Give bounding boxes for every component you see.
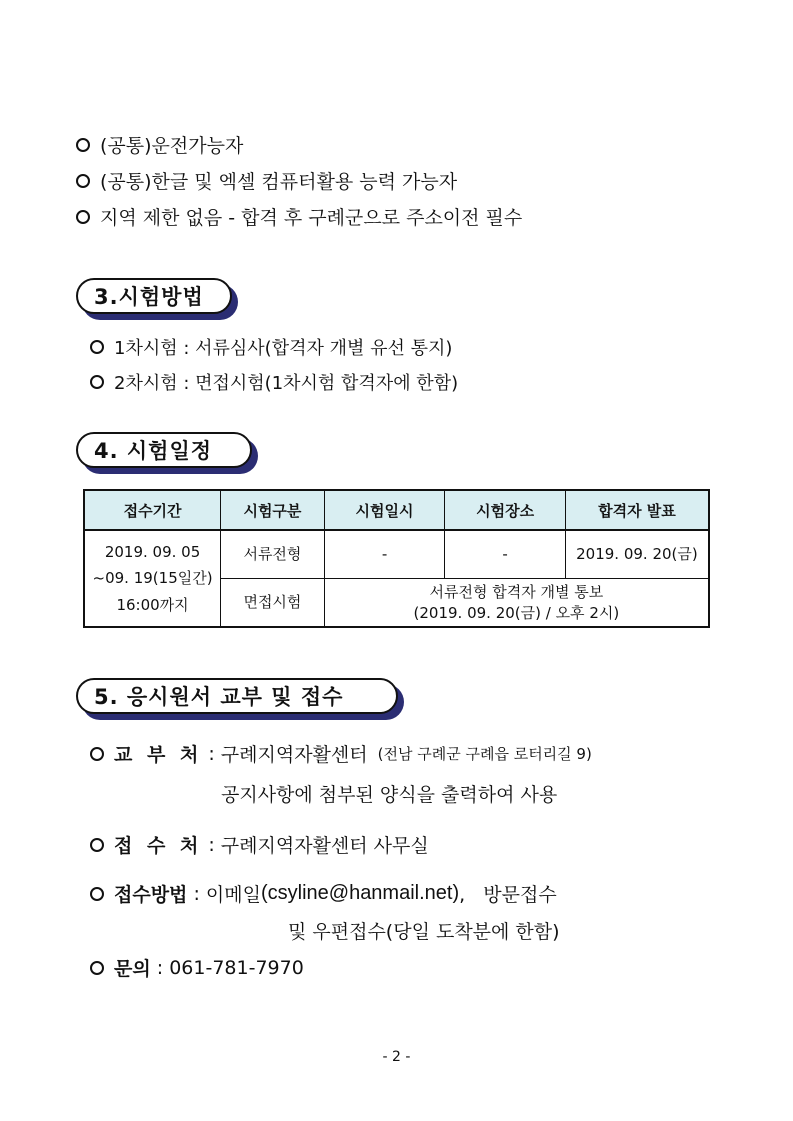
circle-bullet-icon bbox=[90, 340, 104, 354]
table-header-row bbox=[84, 490, 709, 530]
interview-note-cell bbox=[324, 579, 709, 628]
receive-label: 접 수 처 bbox=[114, 835, 203, 857]
contact-phone[interactable]: 061-781-7970 bbox=[169, 956, 304, 979]
exam-datetime-cell: - bbox=[324, 530, 445, 579]
exam-type-cell: 면접시험 bbox=[221, 579, 325, 628]
issue-place-item bbox=[90, 740, 592, 767]
method-suffix: , 방문접수 bbox=[459, 884, 557, 906]
issue-label: 교 부 처 bbox=[114, 744, 203, 766]
method-prefix: 이메일 bbox=[205, 884, 261, 906]
header-cell: 합격자 발표 bbox=[565, 490, 709, 530]
issue-address: (전남 구례군 구례읍 로터리길 9) bbox=[377, 745, 592, 763]
receive-value: 구례지역자활센터 사무실 bbox=[220, 835, 429, 857]
issue-value: 구례지역자활센터 bbox=[220, 744, 368, 766]
bullet-text: (공통)운전가능자 bbox=[100, 135, 244, 157]
section-5-heading bbox=[76, 678, 398, 714]
contact-item bbox=[90, 954, 304, 981]
page-number: - 2 - bbox=[382, 1049, 411, 1065]
receive-method-item bbox=[90, 880, 557, 907]
header-cell: 시험장소 bbox=[445, 490, 566, 530]
circle-bullet-icon bbox=[90, 375, 104, 389]
circle-bullet-icon bbox=[76, 138, 90, 152]
header-cell: 접수기간 bbox=[84, 490, 221, 530]
section-3-heading bbox=[76, 278, 232, 314]
colon: : bbox=[202, 742, 221, 765]
circle-bullet-icon bbox=[90, 838, 104, 852]
colon: : bbox=[202, 833, 221, 856]
note-line: (2019. 09. 20(금) / 오후 2시) bbox=[413, 603, 620, 622]
contact-label: 문의 bbox=[114, 958, 151, 980]
section-4-heading bbox=[76, 432, 252, 468]
heading-label: 5. 응시원서 교부 및 접수 bbox=[76, 678, 398, 714]
period-deadline: 16:00까지 bbox=[116, 595, 189, 614]
heading-label: 3.시험방법 bbox=[76, 278, 232, 314]
table-row bbox=[84, 530, 709, 579]
exam-place-cell: - bbox=[445, 530, 566, 579]
colon: : bbox=[150, 956, 170, 979]
exam-method-item-1 bbox=[90, 334, 452, 360]
method-label: 접수방법 bbox=[114, 884, 188, 906]
colon: : bbox=[187, 882, 206, 905]
header-cell: 시험일시 bbox=[324, 490, 445, 530]
note-line: 서류전형 합격자 개별 통보 bbox=[429, 583, 604, 602]
heading-label: 4. 시험일정 bbox=[76, 432, 252, 468]
exam-schedule-table bbox=[83, 489, 710, 628]
bullet-driving bbox=[76, 131, 243, 158]
exam-type-cell: 서류전형 bbox=[221, 530, 325, 579]
circle-bullet-icon bbox=[90, 747, 104, 761]
exam-method-item-2 bbox=[90, 369, 458, 395]
issue-note: 공지사항에 첨부된 양식을 출력하여 사용 bbox=[221, 784, 558, 806]
receive-place-item bbox=[90, 831, 429, 858]
bullet-text: 2차시험 : 면접시험(1차시험 합격자에 한함) bbox=[114, 373, 459, 394]
email-address[interactable]: (csyline@hanmail.net) bbox=[260, 882, 460, 904]
method-line-2: 및 우편접수(당일 도착분에 한함) bbox=[288, 921, 560, 943]
circle-bullet-icon bbox=[90, 961, 104, 975]
circle-bullet-icon bbox=[76, 210, 90, 224]
circle-bullet-icon bbox=[76, 174, 90, 188]
bullet-text: 지역 제한 없음 - 합격 후 구례군으로 주소이전 필수 bbox=[100, 207, 523, 229]
bullet-text: 1차시험 : 서류심사(합격자 개별 유선 통지) bbox=[114, 338, 453, 359]
circle-bullet-icon bbox=[90, 887, 104, 901]
period-cell bbox=[84, 530, 221, 627]
bullet-computer-skills bbox=[76, 167, 457, 194]
period-start: 2019. 09. 05 bbox=[104, 543, 201, 562]
bullet-region bbox=[76, 203, 522, 230]
bullet-text: (공통)한글 및 엑셀 컴퓨터활용 능력 가능자 bbox=[100, 171, 458, 193]
announce-cell: 2019. 09. 20(금) bbox=[565, 530, 709, 579]
header-cell: 시험구분 bbox=[221, 490, 325, 530]
period-end: ~09. 19(15일간) bbox=[92, 569, 213, 588]
